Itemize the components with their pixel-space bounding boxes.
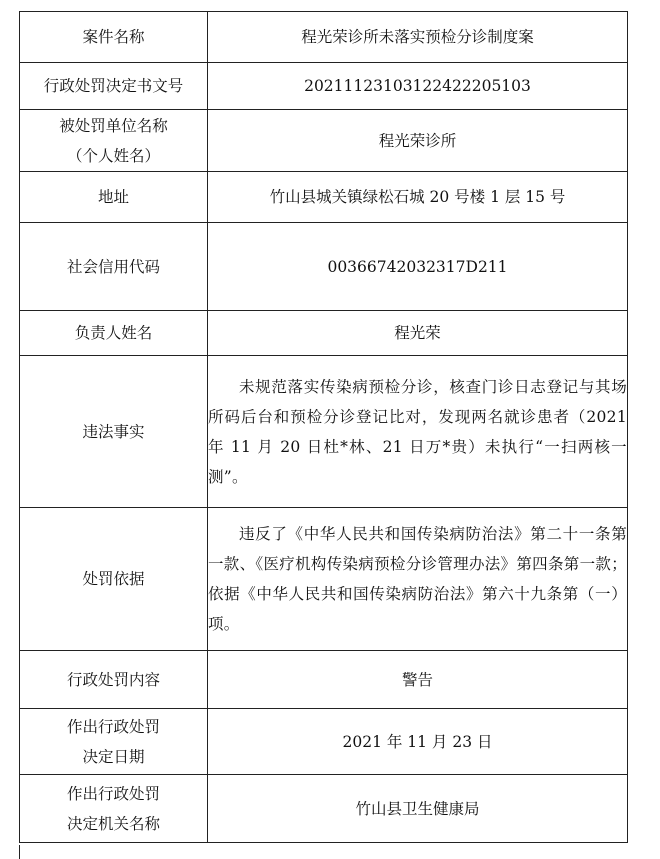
label-penalized-party-line2: （个人姓名） (66, 146, 160, 165)
value-person-in-charge: 程光荣 (208, 311, 628, 356)
value-case-name: 程光荣诊所未落实预检分诊制度案 (208, 12, 628, 63)
row-violation-facts (20, 356, 628, 508)
next-table-border-stub (19, 845, 20, 859)
value-decision-date: 2021 年 11 月 23 日 (208, 709, 628, 775)
row-decision-date (20, 709, 628, 775)
label-penalty-basis: 处罚依据 (20, 508, 208, 651)
row-person-in-charge (20, 311, 628, 356)
value-violation-facts: 未规范落实传染病预检分诊，核查门诊日志登记与其场所码后台和预检分诊登记比对，发现两名就诊患者（2021 年 11 月 20 日杜*林、21 日万*贵）未执行“一扫两核一测”。 (208, 356, 628, 508)
value-penalty-content: 警告 (208, 651, 628, 709)
row-credit-code (20, 223, 628, 311)
label-decision-date-line2: 决定日期 (82, 747, 145, 766)
label-decision-authority (20, 775, 208, 843)
label-credit-code: 社会信用代码 (20, 223, 208, 311)
row-penalty-basis (20, 508, 628, 651)
label-penalized-party (20, 110, 208, 172)
row-penalized-party (20, 110, 628, 172)
value-decision-number: 20211123103122422205103 (208, 63, 628, 110)
row-penalty-content (20, 651, 628, 709)
penalty-disclosure-table (19, 11, 628, 843)
row-case-name (20, 12, 628, 63)
label-penalized-party-line1: 被处罚单位名称 (59, 116, 168, 135)
value-penalty-basis: 违反了《中华人民共和国传染病防治法》第二十一条第一款、《医疗机构传染病预检分诊管理办法》第四条第一款；依据《中华人民共和国传染病防治法》第六十九条第（一）项。 (208, 508, 628, 651)
row-decision-authority (20, 775, 628, 843)
label-decision-date-line1: 作出行政处罚 (66, 717, 160, 736)
row-address (20, 172, 628, 223)
label-penalty-content: 行政处罚内容 (20, 651, 208, 709)
value-penalized-party: 程光荣诊所 (208, 110, 628, 172)
label-violation-facts: 违法事实 (20, 356, 208, 508)
label-decision-authority-line1: 作出行政处罚 (66, 784, 160, 803)
row-decision-number (20, 63, 628, 110)
label-case-name: 案件名称 (20, 12, 208, 63)
value-address: 竹山县城关镇绿松石城 20 号楼 1 层 15 号 (208, 172, 628, 223)
value-decision-authority: 竹山县卫生健康局 (208, 775, 628, 843)
label-decision-number: 行政处罚决定书文号 (20, 63, 208, 110)
value-credit-code: 00366742032317D211 (208, 223, 628, 311)
label-person-in-charge: 负责人姓名 (20, 311, 208, 356)
label-decision-authority-line2: 决定机关名称 (66, 814, 160, 833)
label-decision-date (20, 709, 208, 775)
label-address: 地址 (20, 172, 208, 223)
